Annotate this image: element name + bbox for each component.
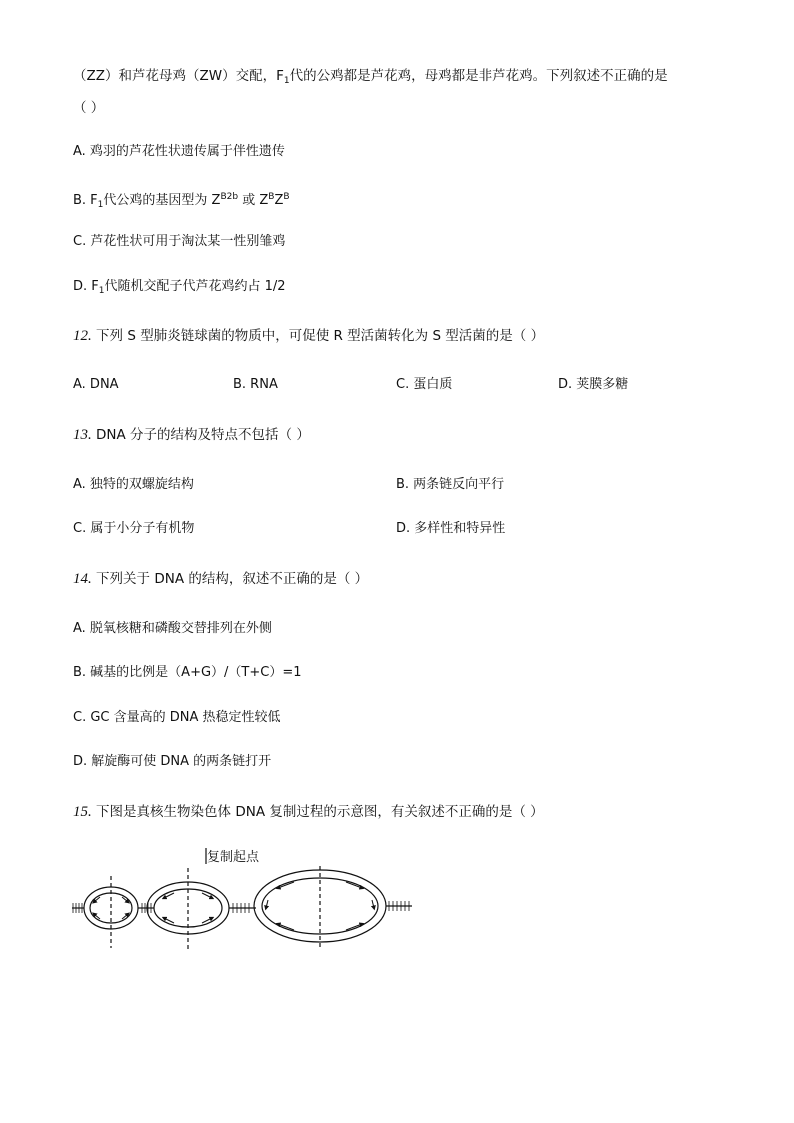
q13-number: 13. [73, 427, 92, 443]
q14-number: 14. [73, 571, 92, 587]
q11-option-b [73, 188, 290, 214]
q13-option-a: A. 独特的双螺旋结构 [73, 477, 194, 492]
dna-replication-diagram [66, 838, 426, 953]
q12-stem-text: 下列 S 型肺炎链球菌的物质中，可促使 R 型活菌转化为 S 型活菌的是（ ） [91, 328, 545, 344]
q11-option-b-sup: B2b [220, 192, 239, 202]
q14-option-a: A. 脱氧核糖和磷酸交替排列在外侧 [73, 621, 272, 636]
q14-stem [73, 570, 368, 588]
q15-stem [73, 803, 544, 821]
q12-option-a: A. DNA [73, 377, 119, 392]
q11-option-b-part: 代公鸡的基因型为 Z [103, 193, 221, 208]
q11-option-c: C. 芦花性状可用于淘汰某一性别雏鸡 [73, 234, 286, 249]
q12-option-c: C. 蛋白质 [396, 377, 453, 392]
q12-stem [73, 327, 544, 345]
q11-option-b-sup: B [268, 192, 275, 202]
q11-answer-paren: （ ） [73, 100, 105, 116]
q11-option-b-part: Z [274, 193, 284, 208]
q13-option-b: B. 两条链反向平行 [396, 477, 505, 492]
q11-stem-part: 代的公鸡都是芦花鸡，母鸡都是非芦花鸡。下列叙述不正确的是 [289, 68, 668, 84]
q11-option-b-part: B. F [73, 193, 98, 208]
q11-option-d [73, 278, 286, 300]
q11-option-b-sup: B [283, 192, 290, 202]
q11-stem-part: （ZZ）和芦花母鸡（ZW）交配，F [73, 68, 284, 84]
q11-option-b-sub: 1 [97, 200, 104, 210]
q15-number: 15. [73, 804, 92, 820]
q13-option-d: D. 多样性和特异性 [396, 521, 506, 536]
q11-option-d-sub: 1 [98, 286, 105, 296]
replication-bubble-medium-inner [154, 889, 222, 927]
q12-option-d: D. 荚膜多糖 [558, 377, 629, 392]
q11-option-d-part: 代随机交配子代芦花鸡约占 1/2 [104, 279, 286, 294]
q14-option-b: B. 碱基的比例是（A+G）/（T+C）=1 [73, 665, 302, 680]
q11-stem-sub: 1 [283, 76, 290, 86]
q11-option-a: A. 鸡羽的芦花性状遗传属于伴性遗传 [73, 144, 285, 159]
replication-origin-label: 复制起点 [207, 850, 260, 865]
q13-stem [73, 426, 310, 444]
q12-number: 12. [73, 328, 92, 344]
q12-option-b: B. RNA [233, 377, 278, 392]
q11-stem [73, 67, 668, 90]
synthesis-direction-arrows [94, 882, 374, 930]
q13-stem-text: DNA 分子的结构及特点不包括（ ） [91, 427, 310, 443]
q11-option-d-part: D. F [73, 279, 99, 294]
q13-option-c: C. 属于小分子有机物 [73, 521, 195, 536]
q14-option-d: D. 解旋酶可使 DNA 的两条链打开 [73, 754, 272, 769]
q14-stem-text: 下列关于 DNA 的结构，叙述不正确的是（ ） [91, 571, 369, 587]
q15-stem-text: 下图是真核生物染色体 DNA 复制过程的示意图，有关叙述不正确的是（ ） [91, 804, 544, 820]
q14-option-c: C. GC 含量高的 DNA 热稳定性较低 [73, 710, 281, 725]
q11-option-b-part: 或 Z [242, 193, 269, 208]
